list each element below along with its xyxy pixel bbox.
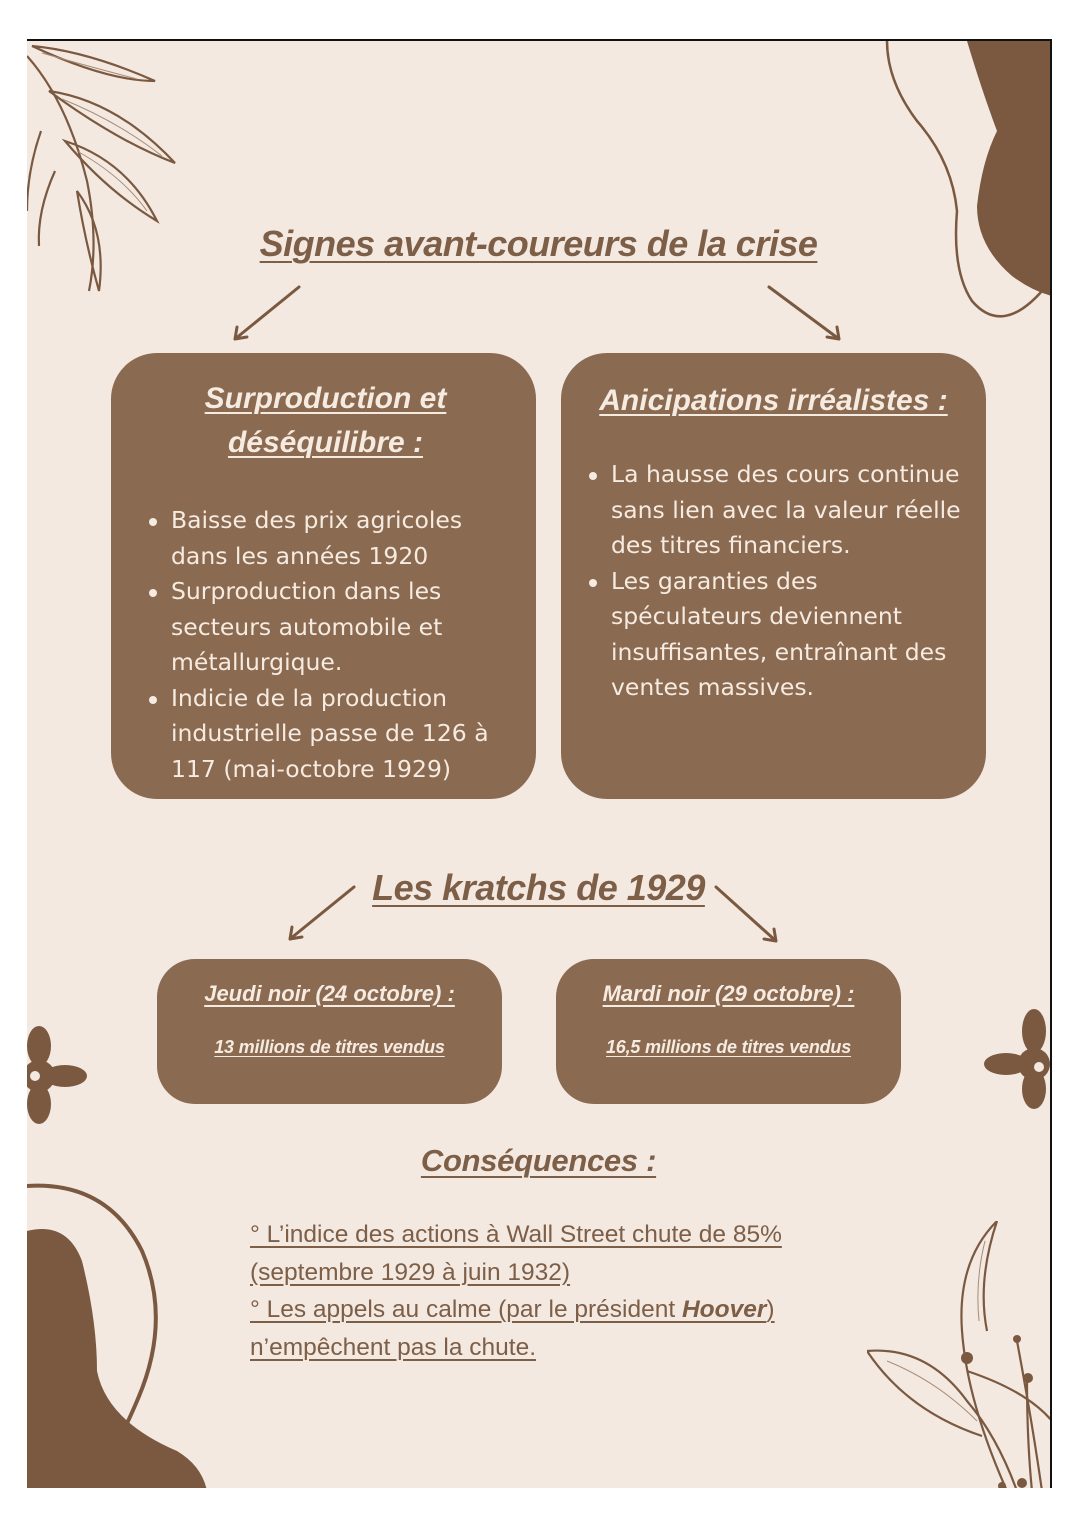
card-title-line: déséquilibre : (227, 426, 424, 459)
text-span: ° Les appels au calme (par le président (250, 1296, 682, 1323)
list-item: Les garanties des spéculateurs deviennent insuffisantes, entraînant des ventes massives. (585, 564, 962, 706)
emphasis-name: Hoover (681, 1296, 767, 1323)
section-title-crashes: Les kratchs de 1929 (372, 867, 705, 908)
flower-icon (982, 1009, 1052, 1109)
botanical-branch-icon (867, 1221, 1052, 1488)
arrow-down-left-icon (227, 283, 307, 343)
bullet-list (585, 457, 962, 706)
card-title: Anicipations irréalistes : (599, 384, 948, 417)
abstract-blob-icon (882, 41, 1052, 331)
card-black-tuesday (556, 959, 901, 1104)
card-title: Mardi noir (29 octobre) : (602, 981, 855, 1006)
arrow-down-right-icon (712, 883, 782, 945)
card-title-line: Surproduction et (204, 382, 447, 415)
card-title: Jeudi noir (24 octobre) : (204, 981, 455, 1006)
document-page (27, 39, 1052, 1488)
card-unrealistic-expectations (561, 353, 986, 799)
card-black-thursday (157, 959, 502, 1104)
arrow-down-left-icon (282, 883, 362, 943)
list-item: Indicie de la production industrielle passe de 126 à 117 (mai-octobre 1929) (145, 681, 506, 788)
list-item: Surproduction dans les secteurs automobile et métallurgique. (145, 574, 506, 681)
section-title-warning-signs: Signes avant-coureurs de la crise (259, 223, 818, 264)
consequence-item: ° L’indice des actions à Wall Street chute de 85% (septembre 1929 à juin 1932) (250, 1221, 782, 1286)
bullet-list (145, 503, 506, 787)
card-body: 13 millions de titres vendus (214, 1037, 445, 1057)
consequence-item (250, 1291, 890, 1366)
card-title (145, 377, 506, 465)
list-item: La hausse des cours continue sans lien avec la valeur réelle des titres financiers. (585, 457, 962, 564)
arrow-down-right-icon (765, 283, 845, 343)
flower-icon (27, 1026, 92, 1126)
text-span: ) n’empêchent pas la chute. (250, 1296, 775, 1361)
card-overproduction (111, 353, 536, 799)
consequences-text (250, 1216, 890, 1366)
abstract-blob-icon (27, 1181, 217, 1488)
list-item: Baisse des prix agricoles dans les années 1920 (145, 503, 506, 574)
card-body: 16,5 millions de titres vendus (605, 1037, 852, 1057)
section-title-consequences: Conséquences : (420, 1143, 657, 1178)
